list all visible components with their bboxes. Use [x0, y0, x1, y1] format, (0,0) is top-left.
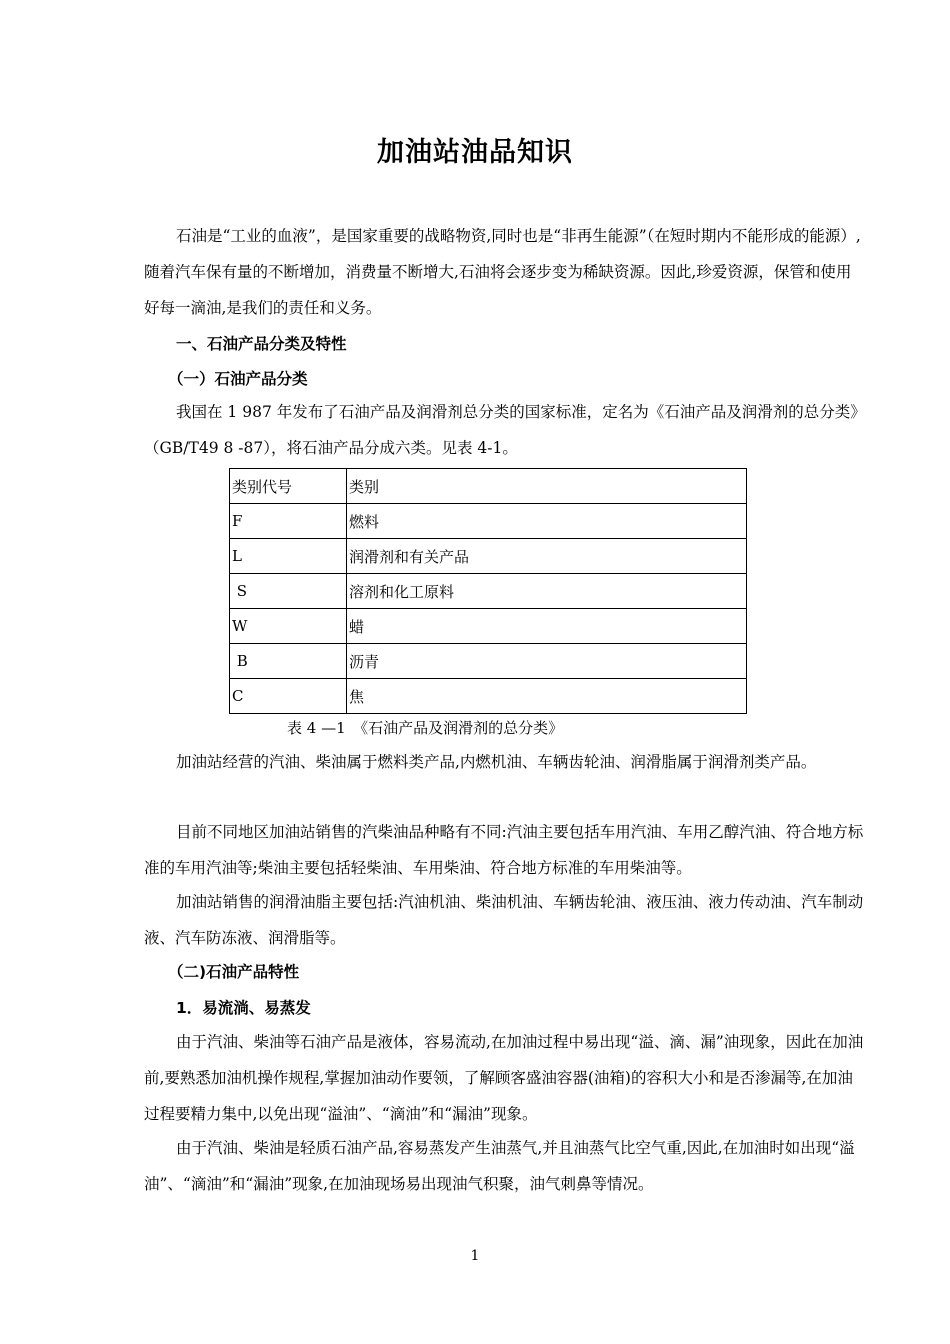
intro-paragraph: 石油是“工业的血液”，是国家重要的战略物资,同时也是“非再生能源”（在短时期内不能形成的能源）,随着汽车保有量的不断增加，消费量不断增大,石油将会逐步变为稀缺资源。因此,珍爱资源，保管和使用好每一滴油,是我们的责任和义务。 [144, 227, 861, 317]
subsection-heading-classification: （一）石油产品分类 [168, 370, 308, 388]
regions-paragraph: 目前不同地区加油站销售的汽柴油品种略有不同:汽油主要包括车用汽油、车用乙醇汽油、符合地方标准的车用汽油等;柴油主要包括轻柴油、车用柴油、符合地方标准的车用柴油等。 [144, 823, 864, 877]
table-caption: 表 4 —1 《石油产品及润滑剂的总分类》 [287, 719, 564, 737]
table-row [230, 679, 747, 714]
classification-paragraph: 我国在 1 987 年发布了石油产品及润滑剂总分类的国家标准，定名为《石油产品及润滑剂的总分类》（GB/T49 8 -87），将石油产品分成六类。见表 4-1。 [144, 403, 858, 457]
document-title: 加油站油品知识 [377, 137, 573, 168]
evaporation-paragraph: 由于汽油、柴油是轻质石油产品,容易蒸发产生油蒸气,并且油蒸气比空气重,因此,在加油时如出现“溢油”、“滴油”和“漏油”现象,在加油现场易出现油气积聚，油气刺鼻等情况。 [144, 1139, 855, 1193]
table-header-cell: 类别 [347, 469, 747, 504]
table-row [230, 644, 747, 679]
subsection-heading-properties: （二)石油产品特性 [168, 963, 300, 981]
table-cell-code: S [230, 574, 347, 609]
table-cell-code: B [230, 644, 347, 679]
flow-paragraph: 由于汽油、柴油等石油产品是液体，容易流动,在加油过程中易出现“溢、滴、漏”油现象，因此在加油前,要熟悉加油机操作规程,掌握加油动作要领，了解顾客盛油容器(油箱)的容积大小和是否渗漏等,在加油过程要精力集中,以免出现“溢油”、“滴油”和“漏油”现象。 [144, 1033, 864, 1123]
classification-table [229, 468, 747, 714]
section-heading-1: 一、石油产品分类及特性 [176, 335, 347, 353]
table-row [230, 539, 747, 574]
table-cell-category: 焦 [347, 679, 747, 714]
table-row [230, 609, 747, 644]
table-cell-category: 沥青 [347, 644, 747, 679]
lubricants-paragraph: 加油站销售的润滑油脂主要包括:汽油机油、柴油机油、车辆齿轮油、液压油、液力传动油、汽车制动液、汽车防冻液、润滑脂等。 [144, 893, 864, 947]
page-number: 1 [470, 1248, 480, 1264]
table-cell-category: 蜡 [347, 609, 747, 644]
table-cell-code: F [230, 504, 347, 539]
table-row [230, 504, 747, 539]
table-header-cell: 类别代号 [230, 469, 347, 504]
table-header-row [230, 469, 747, 504]
table-row [230, 574, 747, 609]
table-cell-category: 润滑剂和有关产品 [347, 539, 747, 574]
table-cell-category: 燃料 [347, 504, 747, 539]
table-cell-code: W [230, 609, 347, 644]
item-heading-flow-evaporate: 1．易流淌、易蒸发 [176, 999, 311, 1017]
fuel-paragraph: 加油站经营的汽油、柴油属于燃料类产品,内燃机油、车辆齿轮油、润滑脂属于润滑剂类产品。 [176, 753, 817, 771]
table-cell-category: 溶剂和化工原料 [347, 574, 747, 609]
table-cell-code: L [230, 539, 347, 574]
table-cell-code: C [230, 679, 347, 714]
